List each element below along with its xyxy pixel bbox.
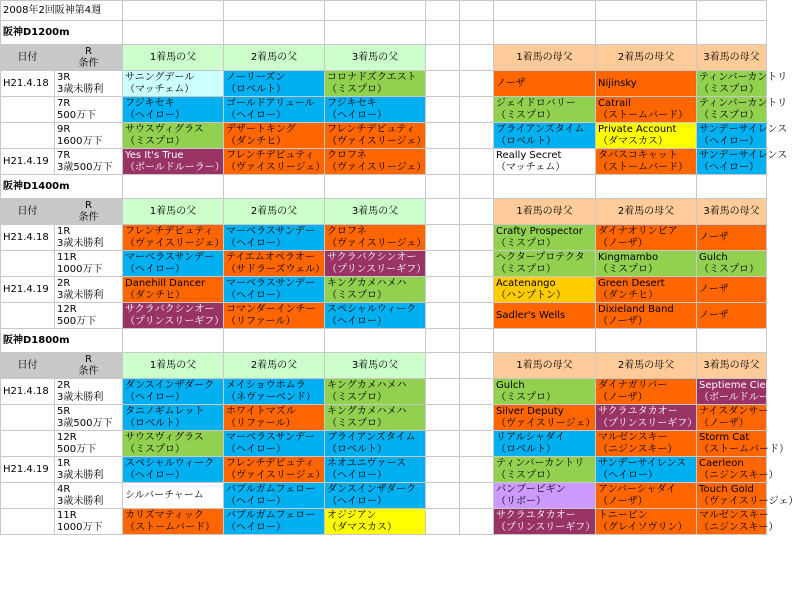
sire-2[interactable]: マーベラスサンデー （ヘイロー）	[224, 277, 325, 303]
broodmare-sire-2[interactable]: Catrail （ストームバード）	[596, 97, 697, 123]
header-sire-2[interactable]: 2着馬の父	[224, 45, 325, 71]
sire-2[interactable]: バブルガムフェロー （ヘイロー）	[224, 483, 325, 509]
empty-cell[interactable]	[123, 21, 224, 45]
empty-cell[interactable]	[460, 457, 494, 483]
sheet-title[interactable]: 2008年2回阪神第4週	[1, 1, 123, 21]
empty-cell[interactable]	[426, 71, 460, 97]
broodmare-sire-2[interactable]: ダイナオリンピア （ノーザ）	[596, 225, 697, 251]
empty-cell[interactable]	[426, 21, 460, 45]
sire-3[interactable]: ダンスインザダーク （ヘイロー）	[325, 483, 426, 509]
sire-3[interactable]: クロフネ （ヴァイスリージェ）	[325, 225, 426, 251]
broodmare-sire-3[interactable]: ノーザ	[697, 303, 767, 329]
empty-cell[interactable]	[426, 353, 460, 379]
race-date[interactable]	[1, 483, 55, 509]
section-title[interactable]: 阪神D1200m	[1, 21, 123, 45]
empty-cell[interactable]	[460, 509, 494, 535]
sire-1[interactable]: Danehill Dancer （ダンチヒ）	[123, 277, 224, 303]
empty-cell[interactable]	[460, 379, 494, 405]
empty-cell[interactable]	[426, 199, 460, 225]
broodmare-sire-2[interactable]: サクラユタカオー （プリンスリーギフ）	[596, 405, 697, 431]
race-condition[interactable]: 9R 1600万下	[55, 123, 123, 149]
empty-cell[interactable]	[224, 175, 325, 199]
empty-cell[interactable]	[460, 303, 494, 329]
empty-cell[interactable]	[697, 1, 767, 21]
broodmare-sire-2[interactable]: Nijinsky	[596, 71, 697, 97]
race-condition[interactable]: 12R 500万下	[55, 431, 123, 457]
empty-cell[interactable]	[596, 1, 697, 21]
broodmare-sire-1[interactable]: Acatenango （ハンプトン）	[494, 277, 596, 303]
sire-2[interactable]: テイエムオペラオー （サドラーズウェル）	[224, 251, 325, 277]
empty-cell[interactable]	[460, 277, 494, 303]
broodmare-sire-3[interactable]: Caerleon （ニジンスキー）	[697, 457, 767, 483]
sire-2[interactable]: バブルガムフェロー （ヘイロー）	[224, 509, 325, 535]
empty-cell[interactable]	[460, 149, 494, 175]
empty-cell[interactable]	[426, 1, 460, 21]
race-condition[interactable]: 11R 1000万下	[55, 509, 123, 535]
empty-cell[interactable]	[426, 225, 460, 251]
empty-cell[interactable]	[460, 431, 494, 457]
header-sire-2[interactable]: 2着馬の父	[224, 199, 325, 225]
empty-cell[interactable]	[224, 329, 325, 353]
empty-cell[interactable]	[426, 251, 460, 277]
header-sire-1[interactable]: 1着馬の父	[123, 353, 224, 379]
race-date[interactable]: H21.4.19	[1, 277, 55, 303]
sire-1[interactable]: スペシャルウィーク （ヘイロー）	[123, 457, 224, 483]
broodmare-sire-1[interactable]: サクラユタカオー （プリンスリーギフ）	[494, 509, 596, 535]
empty-cell[interactable]	[426, 123, 460, 149]
sire-2[interactable]: フレンチデピュティ （ヴァイスリージェ）	[224, 457, 325, 483]
race-condition[interactable]: 3R 3歳未勝利	[55, 71, 123, 97]
header-sire-3[interactable]: 3着馬の父	[325, 45, 426, 71]
header-race[interactable]: R 条件	[55, 353, 123, 379]
sire-2[interactable]: コマンダーインチー （リファール）	[224, 303, 325, 329]
empty-cell[interactable]	[426, 45, 460, 71]
empty-cell[interactable]	[460, 1, 494, 21]
empty-cell[interactable]	[460, 353, 494, 379]
empty-cell[interactable]	[426, 329, 460, 353]
header-date[interactable]: 日付	[1, 45, 55, 71]
empty-cell[interactable]	[426, 149, 460, 175]
race-date[interactable]	[1, 251, 55, 277]
broodmare-sire-3[interactable]: Septieme Ciel （ボールドルーラー）	[697, 379, 767, 405]
sire-1[interactable]: Yes It's True （ボールドルーラー）	[123, 149, 224, 175]
empty-cell[interactable]	[460, 71, 494, 97]
empty-cell[interactable]	[460, 21, 494, 45]
header-bms-1[interactable]: 1着馬の母父	[494, 353, 596, 379]
header-sire-1[interactable]: 1着馬の父	[123, 199, 224, 225]
header-bms-2[interactable]: 2着馬の母父	[596, 353, 697, 379]
empty-cell[interactable]	[460, 225, 494, 251]
sire-3[interactable]: フジキセキ （ヘイロー）	[325, 97, 426, 123]
race-date[interactable]	[1, 431, 55, 457]
broodmare-sire-1[interactable]: ヘクタープロテクタ （ミスプロ）	[494, 251, 596, 277]
empty-cell[interactable]	[123, 329, 224, 353]
broodmare-sire-3[interactable]: ノーザ	[697, 225, 767, 251]
empty-cell[interactable]	[460, 199, 494, 225]
broodmare-sire-1[interactable]: Sadler's Wells	[494, 303, 596, 329]
section-title[interactable]: 阪神D1400m	[1, 175, 123, 199]
broodmare-sire-2[interactable]: Dixieland Band （ノーザ）	[596, 303, 697, 329]
race-condition[interactable]: 12R 500万下	[55, 303, 123, 329]
empty-cell[interactable]	[426, 483, 460, 509]
sire-1[interactable]: カリズマティック （ストームバード）	[123, 509, 224, 535]
sire-1[interactable]: サウスヴィグラス （ミスプロ）	[123, 123, 224, 149]
empty-cell[interactable]	[697, 329, 767, 353]
empty-cell[interactable]	[596, 329, 697, 353]
broodmare-sire-1[interactable]: ノーザ	[494, 71, 596, 97]
broodmare-sire-2[interactable]: ダイナガリバー （ノーザ）	[596, 379, 697, 405]
sire-2[interactable]: マーベラスサンデー （ヘイロー）	[224, 431, 325, 457]
header-bms-3[interactable]: 3着馬の母父	[697, 199, 767, 225]
race-date[interactable]: H21.4.18	[1, 71, 55, 97]
sire-1[interactable]: タニノギムレット （ロベルト）	[123, 405, 224, 431]
sire-3[interactable]: ネオユニヴァース （ヘイロー）	[325, 457, 426, 483]
empty-cell[interactable]	[325, 329, 426, 353]
race-condition[interactable]: 1R 3歳未勝利	[55, 457, 123, 483]
race-date[interactable]: H21.4.18	[1, 379, 55, 405]
broodmare-sire-2[interactable]: Green Desert （ダンチヒ）	[596, 277, 697, 303]
empty-cell[interactable]	[460, 97, 494, 123]
sire-3[interactable]: フレンチデピュティ （ヴァイスリージェ）	[325, 123, 426, 149]
empty-cell[interactable]	[426, 277, 460, 303]
sire-3[interactable]: キングカメハメハ （ミスプロ）	[325, 379, 426, 405]
empty-cell[interactable]	[426, 97, 460, 123]
empty-cell[interactable]	[224, 21, 325, 45]
empty-cell[interactable]	[123, 1, 224, 21]
broodmare-sire-3[interactable]: サンデーサイレンス （ヘイロー）	[697, 123, 767, 149]
broodmare-sire-1[interactable]: Silver Deputy （ヴァイスリージェ）	[494, 405, 596, 431]
race-condition[interactable]: 4R 3歳未勝利	[55, 483, 123, 509]
sire-2[interactable]: マーベラスサンデー （ヘイロー）	[224, 225, 325, 251]
sire-2[interactable]: ホワイトマズル （リファール）	[224, 405, 325, 431]
empty-cell[interactable]	[494, 1, 596, 21]
broodmare-sire-1[interactable]: ティンバーカントリ （ミスプロ）	[494, 457, 596, 483]
broodmare-sire-3[interactable]: Touch Gold （ヴァイスリージェ）	[697, 483, 767, 509]
broodmare-sire-2[interactable]: マルゼンスキー （ニジンスキー）	[596, 431, 697, 457]
empty-cell[interactable]	[460, 329, 494, 353]
empty-cell[interactable]	[325, 1, 426, 21]
header-race[interactable]: R 条件	[55, 199, 123, 225]
broodmare-sire-1[interactable]: リアルシャダイ （ロベルト）	[494, 431, 596, 457]
header-bms-3[interactable]: 3着馬の母父	[697, 45, 767, 71]
sire-1[interactable]: シルバーチャーム	[123, 483, 224, 509]
sire-1[interactable]: サウスヴィグラス （ミスプロ）	[123, 431, 224, 457]
sire-1[interactable]: サクラバクシンオー （プリンスリーギフ）	[123, 303, 224, 329]
sire-2[interactable]: フレンチデピュティ （ヴァイスリージェ）	[224, 149, 325, 175]
broodmare-sire-1[interactable]: Gulch （ミスプロ）	[494, 379, 596, 405]
race-condition[interactable]: 11R 1000万下	[55, 251, 123, 277]
broodmare-sire-2[interactable]: Kingmambo （ミスプロ）	[596, 251, 697, 277]
sire-3[interactable]: キングカメハメハ （ミスプロ）	[325, 277, 426, 303]
header-sire-1[interactable]: 1着馬の父	[123, 45, 224, 71]
header-bms-3[interactable]: 3着馬の母父	[697, 353, 767, 379]
broodmare-sire-3[interactable]: ティンバーカントリ （ミスプロ）	[697, 97, 767, 123]
empty-cell[interactable]	[224, 1, 325, 21]
broodmare-sire-3[interactable]: ナイスダンサー （ノーザ）	[697, 405, 767, 431]
header-race[interactable]: R 条件	[55, 45, 123, 71]
broodmare-sire-2[interactable]: サンデーサイレンス （ヘイロー）	[596, 457, 697, 483]
race-condition[interactable]: 2R 3歳未勝利	[55, 277, 123, 303]
empty-cell[interactable]	[596, 175, 697, 199]
empty-cell[interactable]	[426, 379, 460, 405]
broodmare-sire-2[interactable]: タバスコキャット （ストームバード）	[596, 149, 697, 175]
race-date[interactable]	[1, 97, 55, 123]
empty-cell[interactable]	[325, 175, 426, 199]
race-date[interactable]	[1, 123, 55, 149]
broodmare-sire-1[interactable]: Really Secret （マッチェム）	[494, 149, 596, 175]
header-date[interactable]: 日付	[1, 353, 55, 379]
race-date[interactable]	[1, 509, 55, 535]
header-date[interactable]: 日付	[1, 199, 55, 225]
broodmare-sire-3[interactable]: ノーザ	[697, 277, 767, 303]
race-condition[interactable]: 5R 3歳500万下	[55, 405, 123, 431]
empty-cell[interactable]	[123, 175, 224, 199]
sire-1[interactable]: マーベラスサンデー （ヘイロー）	[123, 251, 224, 277]
sire-2[interactable]: デザートキング （ダンチヒ）	[224, 123, 325, 149]
empty-cell[interactable]	[460, 483, 494, 509]
section-title[interactable]: 阪神D1800m	[1, 329, 123, 353]
sire-1[interactable]: フレンチデピュティ （ヴァイスリージェ）	[123, 225, 224, 251]
race-condition[interactable]: 7R 500万下	[55, 97, 123, 123]
broodmare-sire-3[interactable]: マルゼンスキー （ニジンスキー）	[697, 509, 767, 535]
sire-3[interactable]: サクラバクシンオー （プリンスリーギフ）	[325, 251, 426, 277]
race-condition[interactable]: 2R 3歳未勝利	[55, 379, 123, 405]
sire-3[interactable]: ブライアンズタイム （ロベルト）	[325, 431, 426, 457]
broodmare-sire-3[interactable]: Gulch （ミスプロ）	[697, 251, 767, 277]
header-bms-1[interactable]: 1着馬の母父	[494, 199, 596, 225]
broodmare-sire-1[interactable]: ジェイドロバリー （ミスプロ）	[494, 97, 596, 123]
broodmare-sire-2[interactable]: トニービン （グレイソヴリン）	[596, 509, 697, 535]
broodmare-sire-2[interactable]: Private Account （ダマスカス）	[596, 123, 697, 149]
broodmare-sire-2[interactable]: アンバーシャダイ （ノーザ）	[596, 483, 697, 509]
sire-2[interactable]: ノーリーズン （ロベルト）	[224, 71, 325, 97]
race-date[interactable]	[1, 405, 55, 431]
header-sire-2[interactable]: 2着馬の父	[224, 353, 325, 379]
empty-cell[interactable]	[460, 123, 494, 149]
broodmare-sire-1[interactable]: Crafty Prospector （ミスプロ）	[494, 225, 596, 251]
broodmare-sire-1[interactable]: ブライアンズタイム （ロベルト）	[494, 123, 596, 149]
broodmare-sire-3[interactable]: Storm Cat （ストームバード）	[697, 431, 767, 457]
empty-cell[interactable]	[494, 21, 596, 45]
race-condition[interactable]: 7R 3歳500万下	[55, 149, 123, 175]
race-condition[interactable]: 1R 3歳未勝利	[55, 225, 123, 251]
empty-cell[interactable]	[494, 175, 596, 199]
race-date[interactable]: H21.4.19	[1, 457, 55, 483]
empty-cell[interactable]	[426, 303, 460, 329]
sire-3[interactable]: オジジアン （ダマスカス）	[325, 509, 426, 535]
empty-cell[interactable]	[460, 175, 494, 199]
empty-cell[interactable]	[596, 21, 697, 45]
sire-3[interactable]: クロフネ （ヴァイスリージェ）	[325, 149, 426, 175]
header-sire-3[interactable]: 3着馬の父	[325, 199, 426, 225]
empty-cell[interactable]	[426, 509, 460, 535]
header-bms-1[interactable]: 1着馬の母父	[494, 45, 596, 71]
sire-3[interactable]: キングカメハメハ （ミスプロ）	[325, 405, 426, 431]
sire-1[interactable]: フジキセキ （ヘイロー）	[123, 97, 224, 123]
race-date[interactable]: H21.4.18	[1, 225, 55, 251]
header-bms-2[interactable]: 2着馬の母父	[596, 199, 697, 225]
sire-2[interactable]: メイショウホムラ （ネヴァーベンド）	[224, 379, 325, 405]
sire-1[interactable]: サニングデール （マッチェム）	[123, 71, 224, 97]
broodmare-sire-3[interactable]: ティンバーカントリ （ミスプロ）	[697, 71, 767, 97]
empty-cell[interactable]	[426, 431, 460, 457]
broodmare-sire-1[interactable]: バンブービギン （リボー）	[494, 483, 596, 509]
header-bms-2[interactable]: 2着馬の母父	[596, 45, 697, 71]
header-sire-3[interactable]: 3着馬の父	[325, 353, 426, 379]
empty-cell[interactable]	[697, 175, 767, 199]
empty-cell[interactable]	[426, 175, 460, 199]
sire-3[interactable]: コロナドズクエスト （ミスプロ）	[325, 71, 426, 97]
empty-cell[interactable]	[325, 21, 426, 45]
sire-1[interactable]: ダンスインザダーク （ヘイロー）	[123, 379, 224, 405]
race-date[interactable]: H21.4.19	[1, 149, 55, 175]
race-date[interactable]	[1, 303, 55, 329]
empty-cell[interactable]	[460, 405, 494, 431]
empty-cell[interactable]	[494, 329, 596, 353]
empty-cell[interactable]	[426, 457, 460, 483]
empty-cell[interactable]	[460, 45, 494, 71]
empty-cell[interactable]	[697, 21, 767, 45]
sire-2[interactable]: ゴールドアリュール （ヘイロー）	[224, 97, 325, 123]
empty-cell[interactable]	[426, 405, 460, 431]
broodmare-sire-3[interactable]: サンデーサイレンス （ヘイロー）	[697, 149, 767, 175]
empty-cell[interactable]	[460, 251, 494, 277]
sire-3[interactable]: スペシャルウィーク （ヘイロー）	[325, 303, 426, 329]
